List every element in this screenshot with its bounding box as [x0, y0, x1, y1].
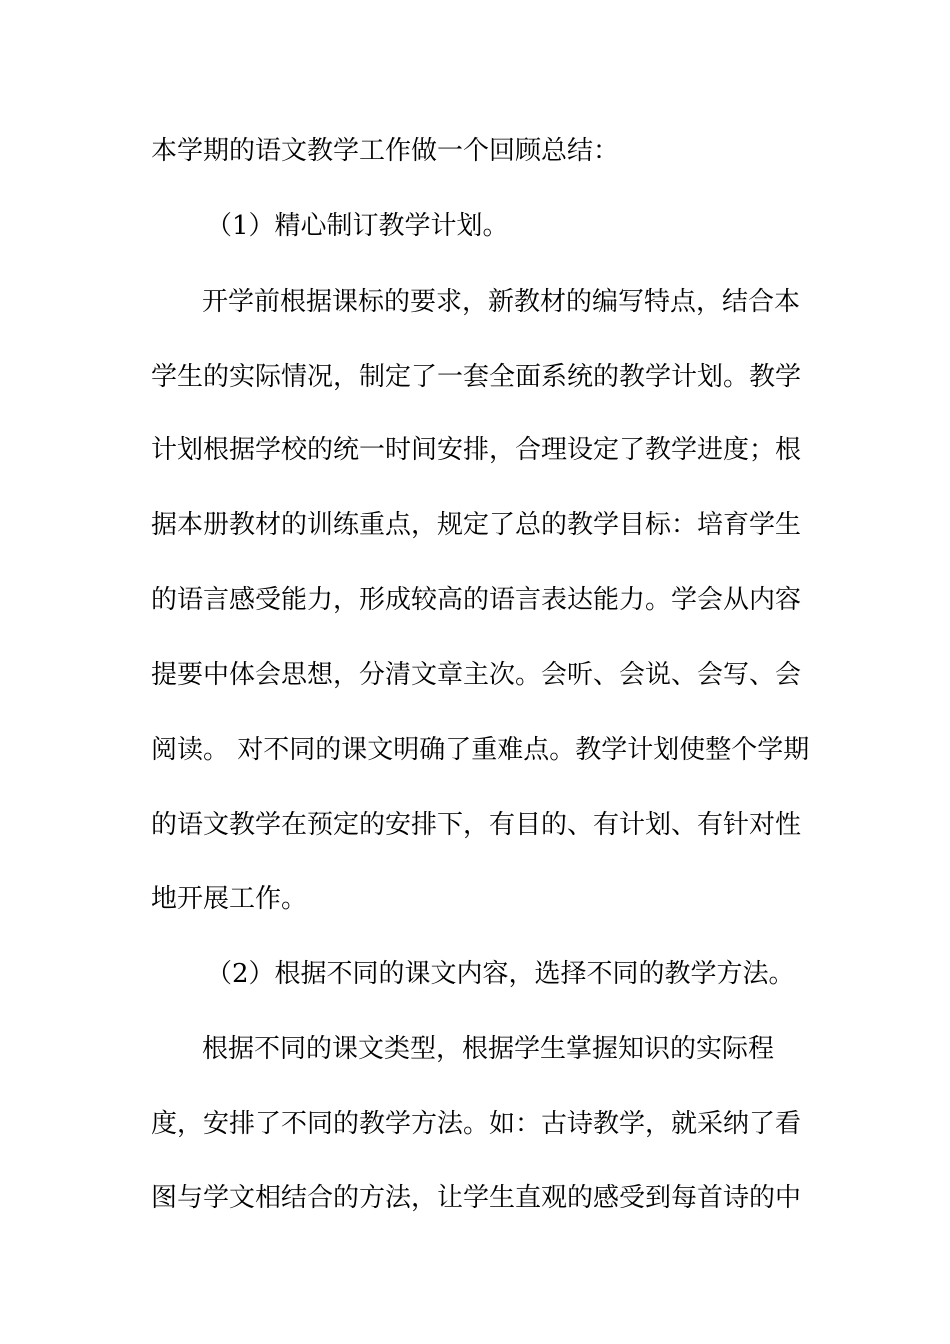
text-line: 提要中体会思想，分清文章主次。会听、会说、会写、会: [151, 660, 802, 690]
text-line: 阅读。 对不同的课文明确了重难点。教学计划使整个学期: [151, 735, 810, 765]
text-line: 学生的实际情况，制定了一套全面系统的教学计划。教学: [151, 362, 802, 392]
section-heading: （2）根据不同的课文内容，选择不同的教学方法。: [206, 959, 795, 989]
text-line: 据本册教材的训练重点，规定了总的教学目标：培育学生: [151, 510, 802, 540]
text-line: 本学期的语文教学工作做一个回顾总结：: [151, 136, 620, 166]
text-line: 开学前根据课标的要求，新教材的编写特点，结合本: [202, 287, 801, 317]
text-line: 图与学文相结合的方法，让学生直观的感受到每首诗的中: [151, 1183, 802, 1213]
text-line: 的语文教学在预定的安排下，有目的、有计划、有针对性: [151, 810, 802, 840]
section-heading: （1）精心制订教学计划。: [206, 211, 509, 241]
text-line: 地开展工作。: [151, 884, 308, 914]
text-line: 根据不同的课文类型，根据学生掌握知识的实际程: [202, 1034, 775, 1064]
text-line: 度，安排了不同的教学方法。如：古诗教学，就采纳了看: [151, 1109, 802, 1139]
text-line: 的语言感受能力，形成较高的语言表达能力。学会从内容: [151, 585, 802, 615]
text-line: 计划根据学校的统一时间安排，合理设定了教学进度；根: [151, 435, 802, 465]
